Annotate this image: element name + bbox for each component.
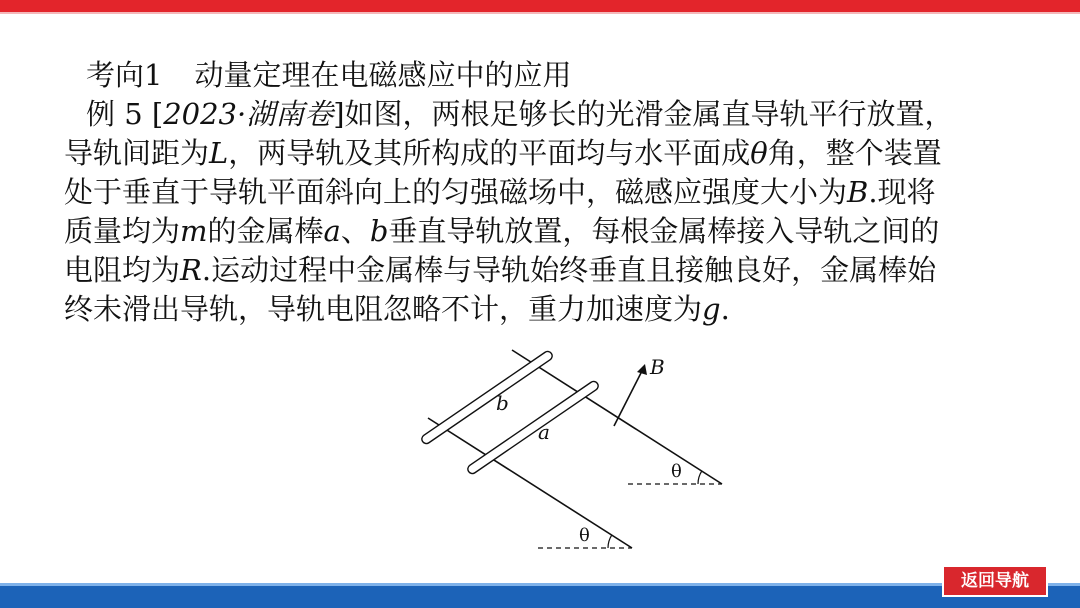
problem-line-5: 电阻均为R.运动过程中金属棒与导轨始终垂直且接触良好，金属棒始 [64, 253, 937, 287]
problem-line-3: 处于垂直于导轨平面斜向上的匀强磁场中，磁感应强度大小为B.现将 [64, 175, 936, 209]
section-title: 动量定理在电磁感应中的应用 [194, 58, 572, 92]
return-navigation-button[interactable]: 返回导航 [942, 565, 1048, 597]
var-B: B [847, 175, 869, 209]
lower-rail [428, 418, 632, 548]
label-rod-b: b [496, 391, 509, 415]
problem-line-2: 导轨间距为L，两导轨及其所构成的平面均与水平面成θ角，整个装置 [64, 136, 942, 170]
var-m: m [180, 214, 208, 248]
angle-arc-upper [698, 471, 702, 484]
var-b: b [369, 214, 389, 248]
problem-line-6: 终未滑出导轨，导轨电阻忽略不计，重力加速度为g. [64, 292, 730, 326]
problem-line-4: 质量均为m的金属棒a、b垂直导轨放置，每根金属棒接入导轨之间的 [64, 214, 940, 248]
var-a: a [323, 214, 341, 248]
rail-diagram [410, 344, 740, 554]
section-heading [64, 56, 1024, 95]
var-g: g [702, 292, 721, 326]
section-label: 考向1 [86, 58, 163, 92]
top-accent-line [0, 12, 1080, 14]
label-field-B: B [650, 355, 665, 379]
bottom-accent-bar [0, 586, 1080, 608]
top-accent-bar [0, 0, 1080, 12]
field-arrow-shaft [614, 369, 643, 426]
angle-arc-lower [608, 535, 612, 548]
problem-source: 2023·湖南卷 [163, 97, 334, 131]
problem-text [64, 56, 1024, 329]
var-L: L [209, 136, 229, 170]
label-rod-a: a [538, 420, 550, 444]
label-theta-upper: θ [671, 461, 682, 482]
var-theta: θ [750, 136, 768, 170]
problem-line-1: 例 5 [2023·湖南卷]如图，两根足够长的光滑金属直导轨平行放置， [86, 97, 954, 131]
field-arrow-head [637, 364, 647, 375]
label-theta-lower: θ [579, 525, 590, 546]
var-R: R [180, 253, 202, 287]
